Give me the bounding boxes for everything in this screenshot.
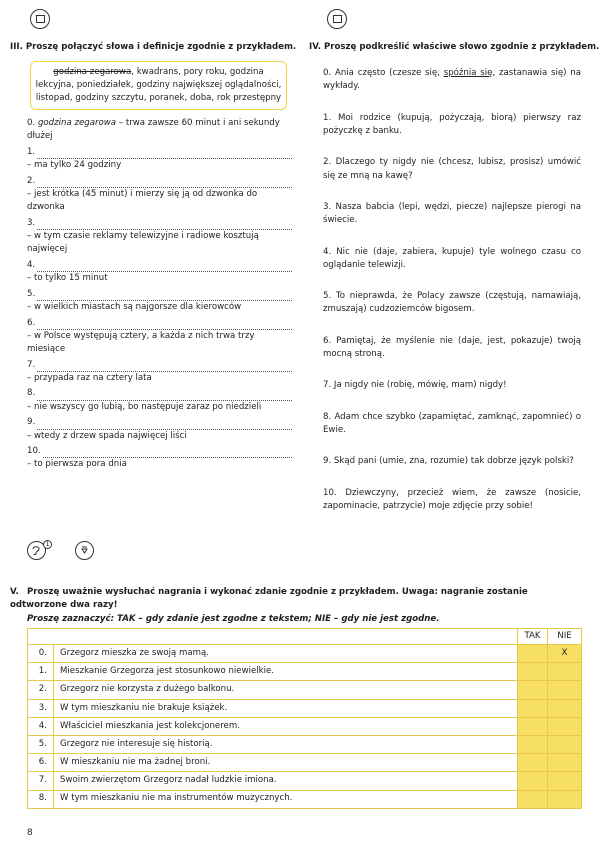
- answer-line[interactable]: 10.: [27, 443, 292, 459]
- sentence-item: 8. Adam chce szybko (zapamiętać, zamknąć, zapomnieć) o Ewie.: [323, 411, 581, 435]
- definition: – ma tylko 24 godziny: [27, 160, 122, 171]
- row-statement: W mieszkaniu nie ma żadnej broni.: [54, 754, 518, 772]
- table-row: [28, 790, 582, 808]
- col-nie: NIE: [548, 629, 582, 645]
- listening-number-badge: 1: [43, 540, 52, 549]
- sentence-item: 6. Pamiętaj, że myślenie nie (daje, jest, pokazuje) twoją mocną stroną.: [323, 335, 581, 360]
- nie-checkbox[interactable]: [548, 699, 582, 717]
- table-header-row: [28, 629, 582, 645]
- row-statement: W tym mieszkaniu nie ma instrumentów muzycznych.: [54, 790, 518, 808]
- row-statement: Grzegorz nie interesuje się historią.: [54, 735, 518, 753]
- true-false-table: [27, 628, 582, 809]
- row-number: 2.: [28, 681, 54, 699]
- tak-checkbox[interactable]: [518, 663, 548, 681]
- sentence-item: 10. Dziewczyny, przecież wiem, że zawsze (nosicie, zapominacie, patrzycie) moje zdjęcie przy sobie!: [323, 487, 581, 511]
- row-number: 6.: [28, 754, 54, 772]
- nie-checkbox[interactable]: [548, 790, 582, 808]
- definition: – w tym czasie reklamy telewizyjne i radiowe kosztują najwięcej: [27, 231, 259, 255]
- example-definition: 0. godzina zegarowa – trwa zawsze 60 minut i ani sekundy dłużej: [27, 118, 280, 142]
- nie-checkbox[interactable]: [548, 735, 582, 753]
- tak-checkbox[interactable]: [518, 735, 548, 753]
- sentence-item: 7. Ja nigdy nie (robię, mówię, mam) nigdy!: [323, 380, 507, 391]
- definition: – w wielkich miastach są najgorsze dla kierowców: [27, 302, 242, 312]
- book-icon: [327, 9, 347, 29]
- nie-checkbox[interactable]: [548, 681, 582, 699]
- section-5-heading: V. Proszę uważnie wysłuchać nagrania i wykonać zdanie zgodnie z przykładem. Uwaga: nagranie zostanie odtworzone dwa razy!: [10, 587, 528, 611]
- answer-line[interactable]: 5.: [27, 286, 292, 302]
- section-5-instruction: Proszę zaznaczyć: TAK – gdy zdanie jest zgodne z tekstem; NIE – gdy nie jest zgodne.: [27, 614, 440, 624]
- definition: – to tylko 15 minut: [27, 273, 108, 284]
- table-row: [28, 754, 582, 772]
- definition: – wtedy z drzew spada najwięcej liści: [27, 430, 187, 441]
- definition: – to pierwsza pora dnia: [27, 459, 127, 470]
- row-number: 3.: [28, 699, 54, 717]
- row-number: 4.: [28, 717, 54, 735]
- row-number: 7.: [28, 772, 54, 790]
- row-number: 5.: [28, 735, 54, 753]
- row-statement: W tym mieszkaniu nie brakuje książek.: [54, 699, 518, 717]
- tak-checkbox[interactable]: [518, 645, 548, 663]
- section-3-heading: III. Proszę połączyć słowa i definicje zgodnie z przykładem.: [10, 42, 297, 52]
- nie-checkbox[interactable]: [548, 663, 582, 681]
- definition: – przypada raz na cztery lata: [27, 372, 152, 383]
- row-statement: Grzegorz nie korzysta z dużego balkonu.: [54, 681, 518, 699]
- table-row: [28, 735, 582, 753]
- row-statement: Swoim zwierzętom Grzegorz nadał ludzkie imiona.: [54, 772, 518, 790]
- sentence-item: 2. Dlaczego ty nigdy nie (chcesz, lubisz, prosisz) umówić się ze mną na kawę?: [323, 157, 581, 181]
- lightbulb-icon: [75, 541, 94, 560]
- nie-checkbox[interactable]: [548, 772, 582, 790]
- sentence-item: 5. To nieprawda, że Polacy zawsze (częstują, namawiają, zmuszają) cudzoziemców bigosem.: [323, 291, 581, 315]
- col-tak: TAK: [518, 629, 548, 645]
- sentence-item: 3. Nasza babcia (lepi, wędzi, piecze) najlepsze pierogi na świecie.: [323, 201, 581, 226]
- definition: – jest krótka (45 minut) i mierzy się ją od dzwonka do dzwonka: [27, 188, 258, 213]
- definition: – w Polsce występują cztery, a każda z nich trwa trzy miesiące: [27, 330, 255, 355]
- tak-checkbox[interactable]: [518, 681, 548, 699]
- word-bank: [30, 61, 287, 110]
- table-row: [28, 645, 582, 663]
- example-answer: spóźnia się: [443, 68, 493, 78]
- answer-line[interactable]: 1.: [27, 144, 292, 160]
- table-row: [28, 681, 582, 699]
- answer-line[interactable]: 8.: [27, 385, 292, 401]
- sentence-item: 9. Skąd pani (umie, zna, rozumie) tak dobrze język polski?: [323, 456, 574, 467]
- example-term: godzina zegarowa: [37, 118, 117, 128]
- answer-line[interactable]: 4.: [27, 257, 292, 273]
- section-4-exercise: [323, 67, 581, 531]
- row-statement: Grzegorz mieszka ze swoją mamą.: [54, 645, 518, 663]
- example-sentence: 0. Ania często (czesze się, spóźnia się, zastanawia się) na wykłady.: [323, 68, 582, 92]
- tak-checkbox[interactable]: [518, 772, 548, 790]
- row-number: 1.: [28, 663, 54, 681]
- table-row: [28, 699, 582, 717]
- tak-checkbox[interactable]: [518, 699, 548, 717]
- sentence-item: 1. Moi rodzice (kupują, pożyczają, biorą) pierwszy raz pożyczkę z banku.: [323, 112, 581, 136]
- answer-line[interactable]: 7.: [27, 356, 292, 372]
- nie-checkbox[interactable]: [548, 717, 582, 735]
- row-statement: Właściciel mieszkania jest kolekcjonerem.: [54, 717, 518, 735]
- tak-checkbox[interactable]: [518, 790, 548, 808]
- table-row: [28, 717, 582, 735]
- answer-line[interactable]: 6.: [27, 314, 292, 330]
- section-4-heading: IV. Proszę podkreślić właściwe słowo zgodnie z przykładem.: [309, 42, 600, 52]
- book-icon: [30, 9, 50, 29]
- answer-line[interactable]: 3.: [27, 215, 292, 231]
- page-number: 8: [27, 828, 33, 838]
- section-3-exercise: [27, 117, 292, 472]
- word-bank-words: , kwadrans, pory roku, godzina lekcyjna, poniedziałek, godziny największej oglądalności, listopad, godziny szczytu, poranek, doba, rok przestępny: [35, 67, 282, 103]
- table-row: [28, 663, 582, 681]
- answer-line[interactable]: 9.: [27, 414, 292, 430]
- word-bank-example: godzina zegarowa: [53, 67, 132, 77]
- nie-checkbox[interactable]: [548, 754, 582, 772]
- sentence-item: 4. Nic nie (daje, zabiera, kupuje) tyle wolnego czasu co oglądanie telewizji.: [323, 246, 581, 270]
- row-number: 8.: [28, 790, 54, 808]
- tak-checkbox[interactable]: [518, 717, 548, 735]
- table-row: [28, 772, 582, 790]
- tak-checkbox[interactable]: [518, 754, 548, 772]
- answer-line[interactable]: 2.: [27, 172, 292, 188]
- row-statement: Mieszkanie Grzegorza jest stosunkowo niewielkie.: [54, 663, 518, 681]
- nie-checkbox[interactable]: X: [548, 645, 582, 663]
- row-number: 0.: [28, 645, 54, 663]
- definition: – nie wszyscy go lubią, bo następuje zaraz po niedzieli: [27, 401, 262, 412]
